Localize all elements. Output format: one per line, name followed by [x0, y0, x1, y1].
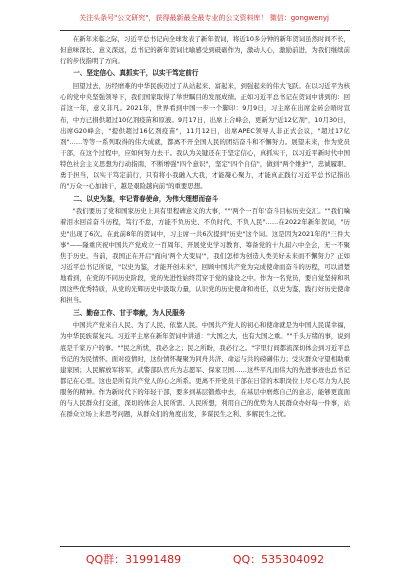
footer-rule [60, 546, 350, 547]
section-heading-3: 三、勤奋工作、甘于奉献，为人民服务 [73, 308, 186, 317]
footer-contacts [60, 550, 350, 568]
paragraph-section-2: "我们要历了党和国家历史上具有里程碑意义的大事，""'两个一百年'奋斗目标历史交汇。""我们噙着泪水回首奋斗历程，笃行不怠，方能不负历史、不负时代、不负人民"……在2022年新年贺词，"历史"出现了6次。在此前8年的贺词中，习主席一共6次提到"历史"这个词。这是因为2021年的"三件大事"——隆重庆祝中国共产党成立一百周年、开展党史学习教育、筹备党的十九届六中全会，无一不聚焦于历史。当前，我国正在开启"面向'两个大变局'"，我们怎样为创造人类美好未来而不懈努力？正如习近平总书记所说，"以史为鉴，才能开创未来"，回顾中国共产党为完成使命而奋斗的历程，可以清楚地看到，在党的不同历史阶段，党的先进性始终贯穿于党的建设之中。作为一名党员，要自觉坚持和巩固这些优秀特质，从党的光辉历史中汲取力量，认识党的历史使命和责任，以史为鉴，践行好历史使命和担当。 [60, 207, 350, 305]
paragraph-section-1: 回望过去，历经磨难的中华民族迈过了从站起来、富起来，到强起来的伟大飞跃。在以习近平为核心的党中央坚强领导下，我们国家取得了举世瞩目的发展成绩。正如习近平总书记在贺词中讲到的：回首这一年，意义非凡。2021年，世界看到中国一步一个脚印：9月9日，习主席在出席金砖会晤时宣布，中方已捐供超过10亿剂疫苗和原液。9月17日，出席上合峰会，更新为"近12亿剂"，10月30日，出席G20峰会，"提供超过16亿剂疫苗"，11月12日，出席APEC领导人非正式会议，"超过17亿剂"……等等一系列取得的伟大成就，都离不开全国人民的团结奋斗和不懈努力。展望未来，作为党员干部，在这个过程中，应如何努力去干。我认为关键还在于坚定信心，真抓实干，以习近平新时代中国特色社会主义思想为行动指南，不断增强"四个意识"，坚定"四个自信"，做到"两个维护"，忠诚履职、勇于担当，以实干笃定前行，只有将小我融入大我，才能凝心聚力，才能真正践行习近平总书记指出的"万众一心加油干，越是艰险越向前"的重要思想。 [60, 82, 350, 191]
paragraph-section-3: 中国共产党来自人民、为了人民、依靠人民。中国共产党人的初心和使命就是为中国人民谋幸福，为中华民族谋复兴。习近平主席在新年贺词中讲道："大国之大，也有大国之重。""千头万绪的事，说到底是千家万户的事。""民之所忧，我必念之；民之所盼，我必行之。"字里行间都流深切体会到习近平总书记的为民情怀。面对疫情时，这份情怀凝聚为同舟共济、命运与共的磅礴伟力；受灾群众守望相助重建家园；人民解放军将军，武警部队官兵为志愿军、保家卫国……这些平凡而伟大的先进事迹也总书记都记在心里。这也是所有共产党人的心之所系。更离不开党员干部在日常的本职岗位上尽心尽力为人民服务的精神。作为新时代下的年轻干部，要多到基层锻炼中去，在基层中磨炼自己的意志，能够更直面的与人民群众打交道，深切的体会人民所需、人民所想，利用自己的优势为人民群众办好每一件事，站在群众立场上来思考问题，从群众们的角度出发，多谋民生之利、多解民生之忧。 [60, 321, 350, 419]
section-heading-1: 一、坚定信心、真抓实干，以实干笃定前行 [73, 69, 199, 78]
promo-banner: 关注头条号"公文研究"，获得最新最全最专业的公文资料库！ 微信：gongwenyj [79, 14, 329, 22]
paragraph-intro: 在新年来临之际，习近平总书记向全球发表了新年贺词，将近10多分钟的新年贺词虽然时间不长，但意味深长、意义深远，总书记的新年贺词比喻感受到砥砺作为，激动人心，激励前进，为我们继续前行的步伐指明了方向。 [60, 35, 350, 66]
section-heading-2: 二、以史为鉴，牢记青春使命，为伟大理想而奋斗 [73, 194, 219, 203]
qq-group-number: QQ群：31991489 [85, 553, 182, 566]
header-rule [60, 30, 350, 31]
document-body [60, 34, 350, 542]
qq-number: QQ：535304092 [232, 553, 325, 566]
